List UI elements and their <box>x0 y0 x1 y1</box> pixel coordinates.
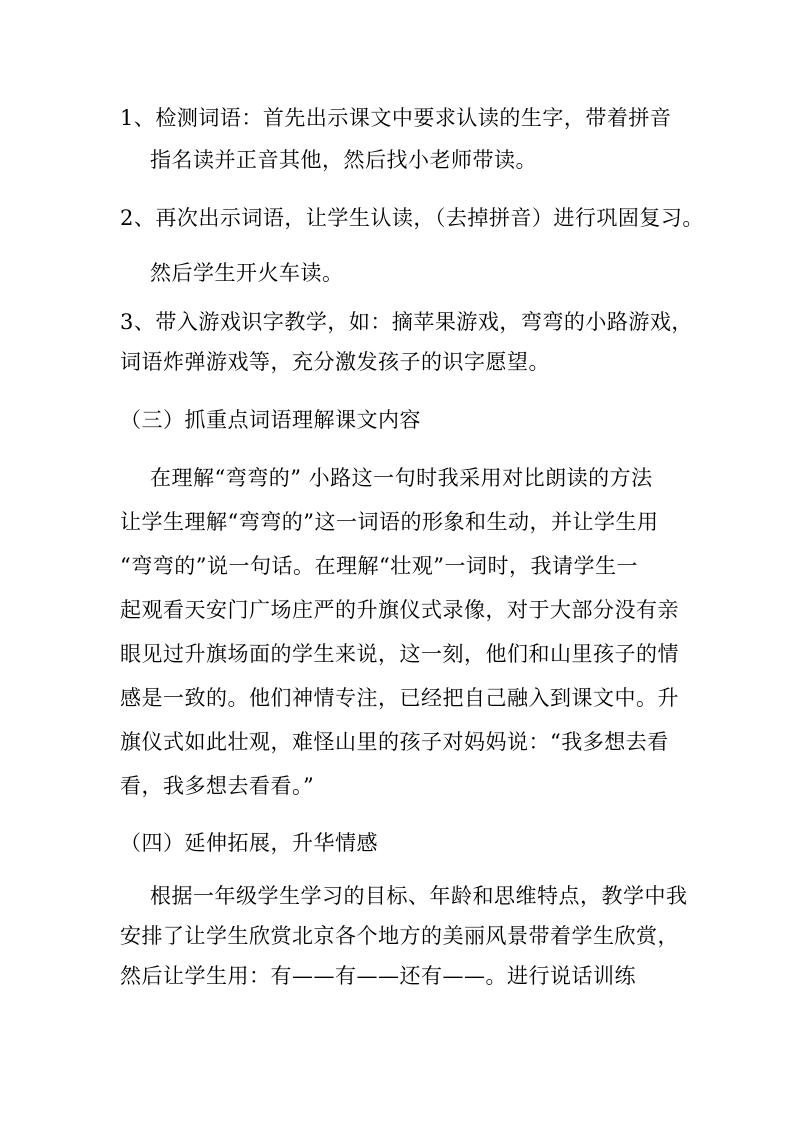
text-line: 看，我多想去看看。” <box>120 774 315 798</box>
text-line: 在理解“弯弯的” 小路这一句时我采用对比朗读的方法 <box>150 466 653 490</box>
text-line: 根据一年级学生学习的目标、年龄和思维特点，教学中我 <box>150 884 688 908</box>
text-line: 2、再次出示词语，让学生认读，（去掉拼音）进行巩固复习。 <box>120 206 704 230</box>
text-line: 然后让学生用：有——有——还有——。进行说话训练 <box>120 964 636 988</box>
text-line: 让学生理解“弯弯的”这一词语的形象和生动，并让学生用 <box>120 510 659 534</box>
text-line: 旗仪式如此壮观，难怪山里的孩子对妈妈说：“我多想去看 <box>120 730 669 754</box>
text-line: 安排了让学生欣赏北京各个地方的美丽风景带着学生欣赏， <box>120 924 679 948</box>
text-line: “弯弯的”说一句话。在理解“壮观”一词时，我请学生一 <box>120 554 638 578</box>
text-line: 起观看天安门广场庄严的升旗仪式录像，对于大部分没有亲 <box>120 598 679 622</box>
text-line: 眼见过升旗场面的学生来说，这一刻，他们和山里孩子的情 <box>120 642 679 666</box>
text-line: 感是一致的。他们神情专注，已经把自己融入到课文中。升 <box>120 686 679 710</box>
text-line: 3、带入游戏识字教学，如：摘苹果游戏，弯弯的小路游戏， <box>120 310 693 334</box>
section-heading: （四）延伸拓展，升华情感 <box>120 831 378 855</box>
text-line: 指名读并正音其他，然后找小老师带读。 <box>150 148 537 172</box>
text-line: 然后学生开火车读。 <box>150 261 344 285</box>
text-line: 1、检测词语：首先出示课文中要求认读的生字，带着拼音 <box>120 106 672 130</box>
section-heading: （三）抓重点词语理解课文内容 <box>120 408 421 432</box>
text-line: 词语炸弹游戏等，充分激发孩子的识字愿望。 <box>120 350 550 374</box>
